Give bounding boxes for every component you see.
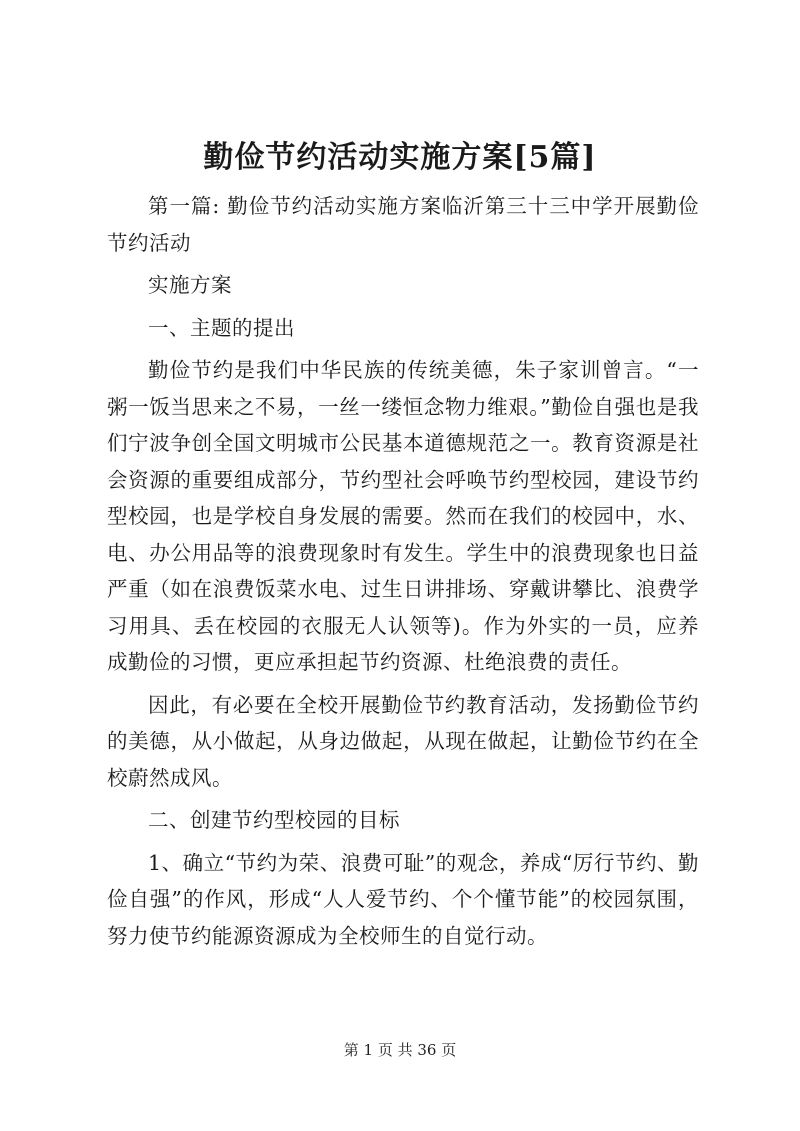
section-heading: 一、主题的提出 <box>148 315 295 340</box>
document-body <box>107 188 699 960</box>
section-heading: 二、创建节约型校园的目标 <box>148 808 400 832</box>
paragraph: 勤俭节约是我们中华民族的传统美德，朱子家训曾言。“一粥一饭当思来之不易，一丝一缕恒念物力维艰。”勤俭自强也是我们宁波争创全国文明城市公民基本道德规范之一。教育资源是社会资源的重要组成部分，节约型社会呼唤节约型校园，建设节约型校园，也是学校自身发展的需要。然而在我们的校园中，水、电、办公用品等的浪费现象时有发生。学生中的浪费现象也日益严重（如在浪费饭菜水电、过生日讲排场、穿戴讲攀比、浪费学习用具、丢在校园的衣服无人认领等)。作为外实的一员，应养成勤俭的习惯，更应承担起节约资源、杜绝浪费的责任。 <box>107 358 699 674</box>
paragraph: 1、确立“节约为荣、浪费可耻”的观念，养成“厉行节约、勤俭自强”的作风，形成“人人爱节约、个个懂节能”的校园氛围，努力使节约能源资源成为全校师生的自觉行动。 <box>107 850 699 948</box>
document-title: 勤俭节约活动实施方案[5篇] <box>203 140 597 175</box>
paragraph: 因此，有必要在全校开展勤俭节约教育活动，发扬勤俭节约的美德，从小做起，从身边做起，从现在做起，让勤俭节约在全校蔚然成风。 <box>107 692 699 790</box>
page-footer: 第 1 页 共 36 页 <box>343 1041 457 1059</box>
paragraph: 实施方案 <box>148 273 232 297</box>
paragraph: 第一篇: 勤俭节约活动实施方案临沂第三十三中学开展勤俭节约活动 <box>107 194 699 255</box>
